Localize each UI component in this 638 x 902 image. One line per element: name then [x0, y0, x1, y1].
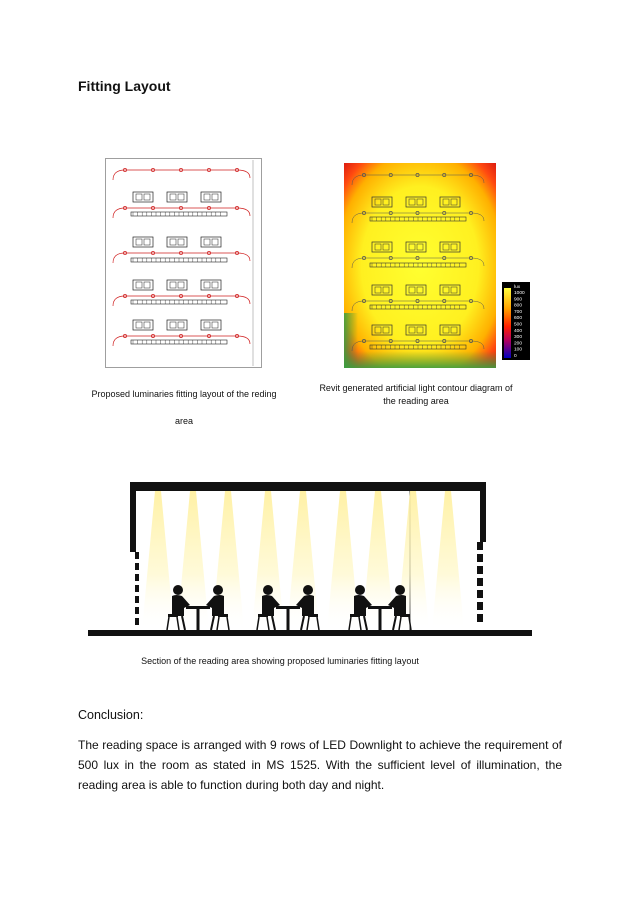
plan-caption-continued: area [174, 416, 193, 426]
luminaire-layout-plan [105, 158, 262, 368]
wall-slat [477, 590, 483, 598]
table [276, 606, 300, 609]
legend-label: 500 [514, 322, 523, 328]
table-leg [287, 609, 290, 630]
legend-label: 200 [514, 341, 523, 347]
lux-legend [502, 282, 530, 360]
legend-label: 0 [514, 354, 517, 359]
wall-slat [135, 563, 139, 570]
person-head [263, 585, 273, 595]
table [186, 606, 210, 609]
person-head [173, 585, 183, 595]
wall-slat [135, 618, 139, 625]
chair-seat [218, 614, 228, 617]
section-caption: Section of the reading area showing proposed luminaries fitting layout [141, 656, 419, 666]
wall-slat [477, 542, 483, 550]
legend-label: 400 [514, 328, 523, 334]
legend-unit: lux [514, 285, 521, 290]
conclusion-heading: Conclusion: [78, 708, 144, 722]
light-contour-diagram [344, 163, 496, 368]
person-head [355, 585, 365, 595]
chair-seat [308, 614, 318, 617]
table [368, 606, 392, 609]
person-head [213, 585, 223, 595]
light-beam [142, 491, 174, 630]
plan-caption: Proposed luminaries fitting layout of the reding [91, 389, 277, 399]
wall-slat [135, 552, 139, 559]
wall-slat [477, 566, 483, 574]
page-title: Fitting Layout [78, 78, 171, 94]
legend-label: 700 [514, 309, 523, 315]
contour-caption: Revit generated artificial light contour diagram of the reading area [319, 383, 513, 406]
legend-label: 600 [514, 316, 523, 322]
light-beam [362, 491, 394, 630]
table-leg [379, 609, 382, 630]
table-leg [197, 609, 200, 630]
person-leg [393, 616, 396, 630]
chair-leg [359, 617, 361, 630]
wall-slat [477, 614, 483, 622]
chair-seat [258, 614, 268, 617]
wall-slat [477, 578, 483, 586]
chair-seat [168, 614, 178, 617]
chair-seat [350, 614, 360, 617]
person-head [303, 585, 313, 595]
conclusion-paragraph: The reading space is arranged with 9 rows of LED Downlight to achieve the requirement of 500 lux in the room as stated in MS 1525. With the sufficient level of illumination, the reading area is able to function during both day and night. [78, 738, 562, 792]
wall-slat [477, 554, 483, 562]
legend-label: 100 [514, 347, 523, 353]
wall-slat [135, 585, 139, 592]
legend-label: 900 [514, 297, 523, 303]
person-head [395, 585, 405, 595]
person-body [206, 595, 224, 616]
legend-label: 1000 [514, 291, 525, 296]
wall-slat [135, 574, 139, 581]
section-drawing [88, 480, 532, 640]
wall-slat [135, 607, 139, 614]
legend-label: 300 [514, 335, 523, 341]
wall-slat [135, 596, 139, 603]
chair-seat [400, 614, 410, 617]
legend-scale [502, 282, 530, 360]
legend-label: 800 [514, 303, 523, 309]
light-beam [432, 491, 464, 630]
wall-slat [477, 602, 483, 610]
